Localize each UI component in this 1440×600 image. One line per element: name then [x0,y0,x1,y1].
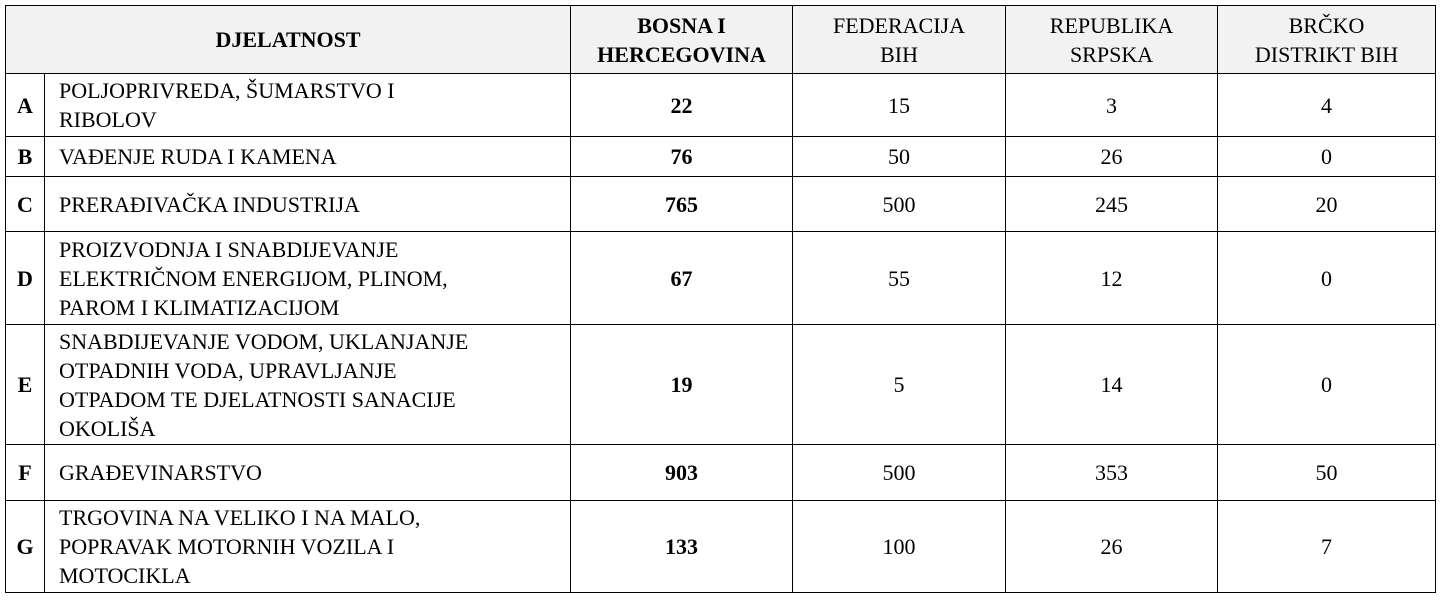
row-rs-value: 26 [1006,501,1218,593]
row-brcko-value: 4 [1218,74,1436,137]
row-brcko-value: 0 [1218,232,1436,325]
row-activity-name: PRERAĐIVAČKA INDUSTRIJA [45,177,571,232]
row-bih-value: 22 [571,74,793,137]
row-rs-value: 245 [1006,177,1218,232]
row-fbih-value: 15 [793,74,1006,137]
row-rs-value: 353 [1006,445,1218,501]
row-rs-value: 14 [1006,325,1218,445]
row-brcko-value: 0 [1218,137,1436,177]
row-code: E [6,325,45,445]
table-row [6,325,1436,445]
row-bih-value: 765 [571,177,793,232]
table-row [6,501,1436,593]
header-rs: REPUBLIKA SRPSKA [1006,6,1218,74]
table-row [6,74,1436,137]
row-activity-name: SNABDIJEVANJE VODOM, UKLANJANJE OTPADNIH VODA, UPRAVLJANJE OTPADOM TE DJELATNOSTI SANACIJE OKOLIŠA [45,325,571,445]
row-fbih-value: 5 [793,325,1006,445]
row-code: C [6,177,45,232]
row-fbih-value: 500 [793,445,1006,501]
row-brcko-value: 20 [1218,177,1436,232]
row-activity-name: PROIZVODNJA I SNABDIJEVANJE ELEKTRIČNOM ENERGIJOM, PLINOM, PAROM I KLIMATIZACIJOM [45,232,571,325]
row-code: A [6,74,45,137]
row-activity-name: GRAĐEVINARSTVO [45,445,571,501]
row-brcko-value: 50 [1218,445,1436,501]
row-brcko-value: 0 [1218,325,1436,445]
row-fbih-value: 50 [793,137,1006,177]
header-activity: DJELATNOST [6,6,571,74]
row-activity-name: VAĐENJE RUDA I KAMENA [45,137,571,177]
row-rs-value: 26 [1006,137,1218,177]
row-activity-name: TRGOVINA NA VELIKO I NA MALO, POPRAVAK MOTORNIH VOZILA I MOTOCIKLA [45,501,571,593]
table-row [6,177,1436,232]
row-fbih-value: 500 [793,177,1006,232]
row-brcko-value: 7 [1218,501,1436,593]
header-bih: BOSNA I HERCEGOVINA [571,6,793,74]
row-bih-value: 76 [571,137,793,177]
row-code: B [6,137,45,177]
table-row [6,232,1436,325]
header-row [6,6,1436,74]
table-row [6,445,1436,501]
row-bih-value: 903 [571,445,793,501]
row-rs-value: 3 [1006,74,1218,137]
row-code: G [6,501,45,593]
row-fbih-value: 100 [793,501,1006,593]
header-brcko: BRČKO DISTRIKT BIH [1218,6,1436,74]
row-bih-value: 67 [571,232,793,325]
table-row [6,137,1436,177]
row-rs-value: 12 [1006,232,1218,325]
row-bih-value: 133 [571,501,793,593]
activity-table [5,5,1436,593]
row-code: D [6,232,45,325]
header-fbih: FEDERACIJA BIH [793,6,1006,74]
row-bih-value: 19 [571,325,793,445]
row-fbih-value: 55 [793,232,1006,325]
row-code: F [6,445,45,501]
row-activity-name: POLJOPRIVREDA, ŠUMARSTVO I RIBOLOV [45,74,571,137]
